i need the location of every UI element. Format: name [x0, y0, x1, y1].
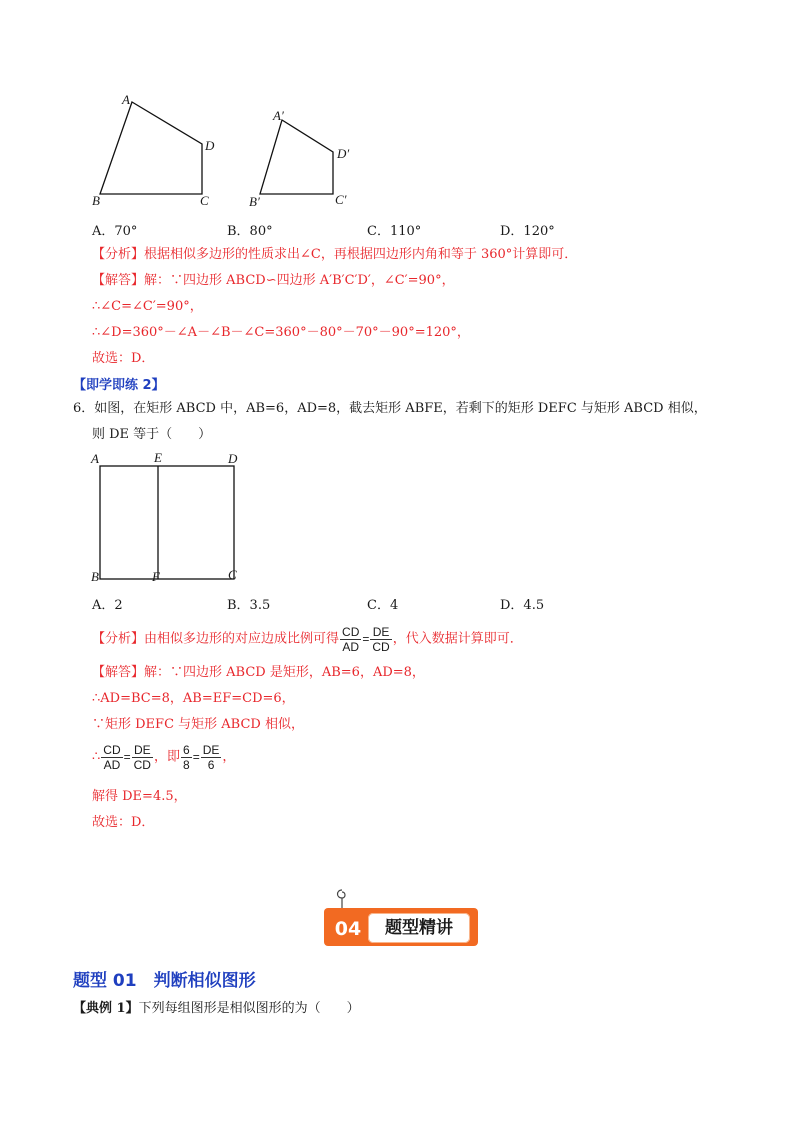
fraction-de-cd — [132, 743, 153, 772]
quadrilateral-abcd-figure — [80, 90, 230, 215]
q6-answer-line3: ∵矩形 DEFC 与矩形 ABCD 相似， — [92, 717, 304, 732]
q6-option-d: D．4.5 — [500, 598, 545, 613]
fraction-6-8 — [181, 743, 192, 772]
q6-answer-line2: ∴AD=BC=8，AB=EF=CD=6， — [92, 691, 295, 706]
fraction-numerator: DE — [202, 742, 220, 757]
fraction-cd-ad — [101, 743, 122, 772]
equals-sign: = — [362, 632, 370, 646]
vertex-label-d: D — [205, 138, 215, 153]
q6-analysis — [92, 624, 523, 655]
q6-answer-line5: 解得 DE=4.5， — [92, 789, 187, 804]
fraction-denominator: AD — [342, 639, 360, 654]
example-tag: 【典例 1】 — [73, 1001, 139, 1016]
q5-option-d: D．120° — [500, 224, 555, 239]
q6-option-b: B．3.5 — [227, 598, 271, 613]
rectangle-abcd-figure — [85, 448, 255, 588]
vertex-label-c: C — [200, 193, 209, 208]
fraction-denominator: CD — [372, 639, 390, 654]
banner-number: 04 — [334, 918, 362, 940]
fraction-numerator: CD — [103, 742, 121, 757]
q6-option-a: A．2 — [92, 598, 123, 613]
answer-end: ， — [222, 749, 236, 765]
vertex-label-a-prime: A′ — [273, 108, 284, 123]
analysis-tag: 【分析】 — [92, 247, 145, 262]
q6-answer-line1 — [92, 664, 425, 682]
fraction-denominator: AD — [103, 757, 121, 772]
q5-answer-line1 — [92, 272, 455, 290]
rect-label-e: E — [154, 450, 162, 465]
vertex-label-c-prime: C′ — [335, 192, 347, 207]
fraction-numerator: CD — [342, 624, 360, 639]
quadrilateral-a-prime-figure — [245, 100, 375, 215]
vertex-label-d-prime: D′ — [337, 146, 350, 161]
fraction-numerator: 6 — [183, 742, 190, 757]
example-text: 下列每组图形是相似图形的为（ ） — [138, 1001, 360, 1016]
q5-analysis — [92, 246, 577, 264]
vertex-label-b-prime: B′ — [249, 194, 260, 209]
vertex-label-b: B — [92, 193, 100, 208]
q6-stem-line1: 6．如图，在矩形 ABCD 中，AB=6，AD=8，截去矩形 ABFE，若剩下的矩形 DEFC 与矩形 ABCD 相似， — [73, 401, 707, 416]
rect-label-f: F — [152, 569, 160, 584]
q5-answer-line4: 故选：D． — [92, 351, 155, 366]
analysis-post: ，代入数据计算即可． — [392, 631, 523, 647]
fraction-numerator: DE — [132, 743, 153, 758]
q6-answer-line6: 故选：D． — [92, 815, 155, 830]
section-title: 题型 01 判断相似图形 — [73, 971, 256, 991]
answer-text: 解：∵四边形 ABCD 是矩形，AB=6，AD=8， — [144, 665, 425, 680]
q5-answer-line3: ∴∠D=360°－∠A－∠B－∠C=360°－80°－70°－90°=120°， — [92, 325, 470, 340]
rect-label-b: B — [91, 569, 99, 584]
q6-answer-line4 — [92, 740, 235, 775]
answer-tag: 【解答】 — [92, 665, 145, 680]
fraction-de-cd — [370, 625, 391, 654]
q5-option-b: B．80° — [227, 224, 273, 239]
section-banner — [318, 888, 483, 952]
answer-tag: 【解答】 — [92, 273, 145, 288]
banner-title: 题型精讲 — [368, 913, 470, 943]
therefore-sign: ∴ — [92, 749, 101, 765]
fraction-numerator: DE — [370, 625, 391, 640]
analysis-pre: 由相似多边形的对应边成比例可得 — [144, 631, 340, 647]
example-1 — [73, 1000, 360, 1018]
fraction-denominator: 6 — [207, 757, 215, 772]
equals-sign: = — [192, 750, 200, 764]
q5-answer-line2: ∴∠C=∠C′=90°， — [92, 299, 203, 314]
analysis-text: 根据相似多边形的性质求出∠C，再根据四边形内角和等于 360°计算即可． — [144, 247, 578, 262]
fraction-denominator: 8 — [183, 757, 190, 772]
rect-label-c: C — [228, 567, 237, 582]
q6-stem-line2: 则 DE 等于（ ） — [92, 427, 212, 442]
practice-title: 【即学即练 2】 — [73, 378, 165, 393]
fraction-denominator: CD — [133, 757, 151, 772]
rect-label-a: A — [91, 451, 99, 466]
answer-text: 解：∵四边形 ABCD∽四边形 A′B′C′D′，∠C′=90°， — [144, 273, 455, 288]
q5-option-a: A．70° — [92, 224, 138, 239]
answer-mid: ，即 — [153, 749, 180, 765]
fraction-de-6 — [201, 743, 222, 772]
analysis-tag: 【分析】 — [92, 631, 145, 647]
equals-sign: = — [123, 750, 131, 764]
vertex-label-a: A — [122, 92, 130, 107]
q5-option-c: C．110° — [367, 224, 422, 239]
rect-label-d: D — [228, 451, 238, 466]
q6-option-c: C．4 — [367, 598, 399, 613]
fraction-cd-ad — [340, 625, 361, 654]
